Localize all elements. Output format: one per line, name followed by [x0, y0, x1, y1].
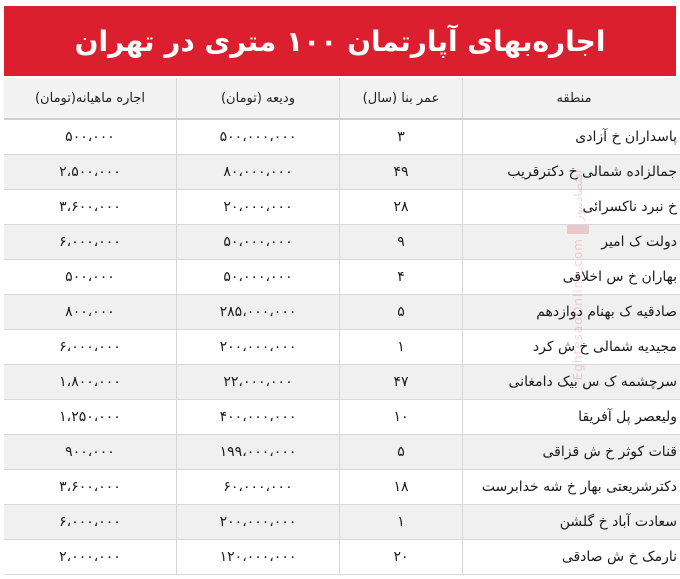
cell-region: سعادت آباد خ گلشن: [463, 505, 680, 540]
cell-region: پاسداران خ آزادی: [463, 119, 680, 155]
table-row: [4, 190, 680, 225]
cell-deposit: ۲۰،۰۰۰،۰۰۰: [177, 190, 340, 225]
table-row: [4, 540, 680, 575]
page-title: اجاره‌بهای آپارتمان ۱۰۰ متری در تهران: [74, 24, 606, 58]
cell-deposit: ۲۰۰،۰۰۰،۰۰۰: [177, 330, 340, 365]
cell-rent: ۳،۶۰۰،۰۰۰: [4, 470, 177, 505]
cell-age: ۴۹: [340, 155, 463, 190]
cell-rent: ۲،۵۰۰،۰۰۰: [4, 155, 177, 190]
cell-age: ۱۸: [340, 470, 463, 505]
cell-rent: ۳،۶۰۰،۰۰۰: [4, 190, 177, 225]
header-age: عمر بنا (سال): [340, 78, 463, 119]
header-region: منطقه: [463, 78, 680, 119]
cell-rent: ۵۰۰،۰۰۰: [4, 119, 177, 155]
cell-region: مجیدیه شمالی خ ش کرد: [463, 330, 680, 365]
cell-region: قنات کوثر خ ش قزاقی: [463, 435, 680, 470]
cell-age: ۲۸: [340, 190, 463, 225]
cell-age: ۴۷: [340, 365, 463, 400]
cell-age: ۵: [340, 435, 463, 470]
cell-rent: ۶،۰۰۰،۰۰۰: [4, 330, 177, 365]
cell-region: خ نبرد ناکسرائی: [463, 190, 680, 225]
cell-region: دکترشریعتی بهار خ شه خدابرست: [463, 470, 680, 505]
cell-deposit: ۴۰۰،۰۰۰،۰۰۰: [177, 400, 340, 435]
cell-age: ۱: [340, 505, 463, 540]
cell-age: ۳: [340, 119, 463, 155]
table-row: [4, 505, 680, 540]
cell-age: ۴: [340, 260, 463, 295]
cell-rent: ۹۰۰،۰۰۰: [4, 435, 177, 470]
cell-deposit: ۲۲،۰۰۰،۰۰۰: [177, 365, 340, 400]
cell-age: ۱۰: [340, 400, 463, 435]
cell-rent: ۱،۲۵۰،۰۰۰: [4, 400, 177, 435]
cell-region: صادقیه ک بهنام دوازدهم: [463, 295, 680, 330]
cell-age: ۹: [340, 225, 463, 260]
cell-deposit: ۵۰،۰۰۰،۰۰۰: [177, 260, 340, 295]
header-deposit: ودیعه (تومان): [177, 78, 340, 119]
table-row: [4, 400, 680, 435]
cell-region: سرچشمه ک س بیک دامغانی: [463, 365, 680, 400]
rent-table: [4, 78, 680, 575]
watermark-text-fa: اقتصادنیوز: [571, 170, 585, 222]
table-row: [4, 119, 680, 155]
cell-deposit: ۲۰۰،۰۰۰،۰۰۰: [177, 505, 340, 540]
cell-rent: ۱،۸۰۰،۰۰۰: [4, 365, 177, 400]
cell-deposit: ۱۹۹،۰۰۰،۰۰۰: [177, 435, 340, 470]
cell-region: بهاران خ س اخلاقی: [463, 260, 680, 295]
table-row: [4, 260, 680, 295]
cell-age: ۵: [340, 295, 463, 330]
header-rent: اجاره ماهیانه(تومان): [4, 78, 177, 119]
table-row: [4, 330, 680, 365]
cell-rent: ۸۰۰،۰۰۰: [4, 295, 177, 330]
cell-deposit: ۶۰،۰۰۰،۰۰۰: [177, 470, 340, 505]
table-row: [4, 435, 680, 470]
cell-rent: ۵۰۰،۰۰۰: [4, 260, 177, 295]
cell-deposit: ۸۰،۰۰۰،۰۰۰: [177, 155, 340, 190]
table-row: [4, 155, 680, 190]
table-row: [4, 470, 680, 505]
table-row: [4, 225, 680, 260]
cell-deposit: ۱۲۰،۰۰۰،۰۰۰: [177, 540, 340, 575]
cell-age: ۱: [340, 330, 463, 365]
cell-region: جمالزاده شمالی خ دکترقریب: [463, 155, 680, 190]
cell-rent: ۲،۰۰۰،۰۰۰: [4, 540, 177, 575]
title-bar: [4, 6, 676, 76]
table-row: [4, 365, 680, 400]
cell-rent: ۶،۰۰۰،۰۰۰: [4, 225, 177, 260]
cell-age: ۲۰: [340, 540, 463, 575]
cell-region: ولیعصر پل آفریقا: [463, 400, 680, 435]
cell-region: نارمک خ ش صادقی: [463, 540, 680, 575]
cell-deposit: ۲۸۵،۰۰۰،۰۰۰: [177, 295, 340, 330]
cell-rent: ۶،۰۰۰،۰۰۰: [4, 505, 177, 540]
table-header-row: [4, 78, 680, 119]
cell-deposit: ۵۰۰،۰۰۰،۰۰۰: [177, 119, 340, 155]
table-row: [4, 295, 680, 330]
cell-region: دولت ک امیر: [463, 225, 680, 260]
cell-deposit: ۵۰،۰۰۰،۰۰۰: [177, 225, 340, 260]
